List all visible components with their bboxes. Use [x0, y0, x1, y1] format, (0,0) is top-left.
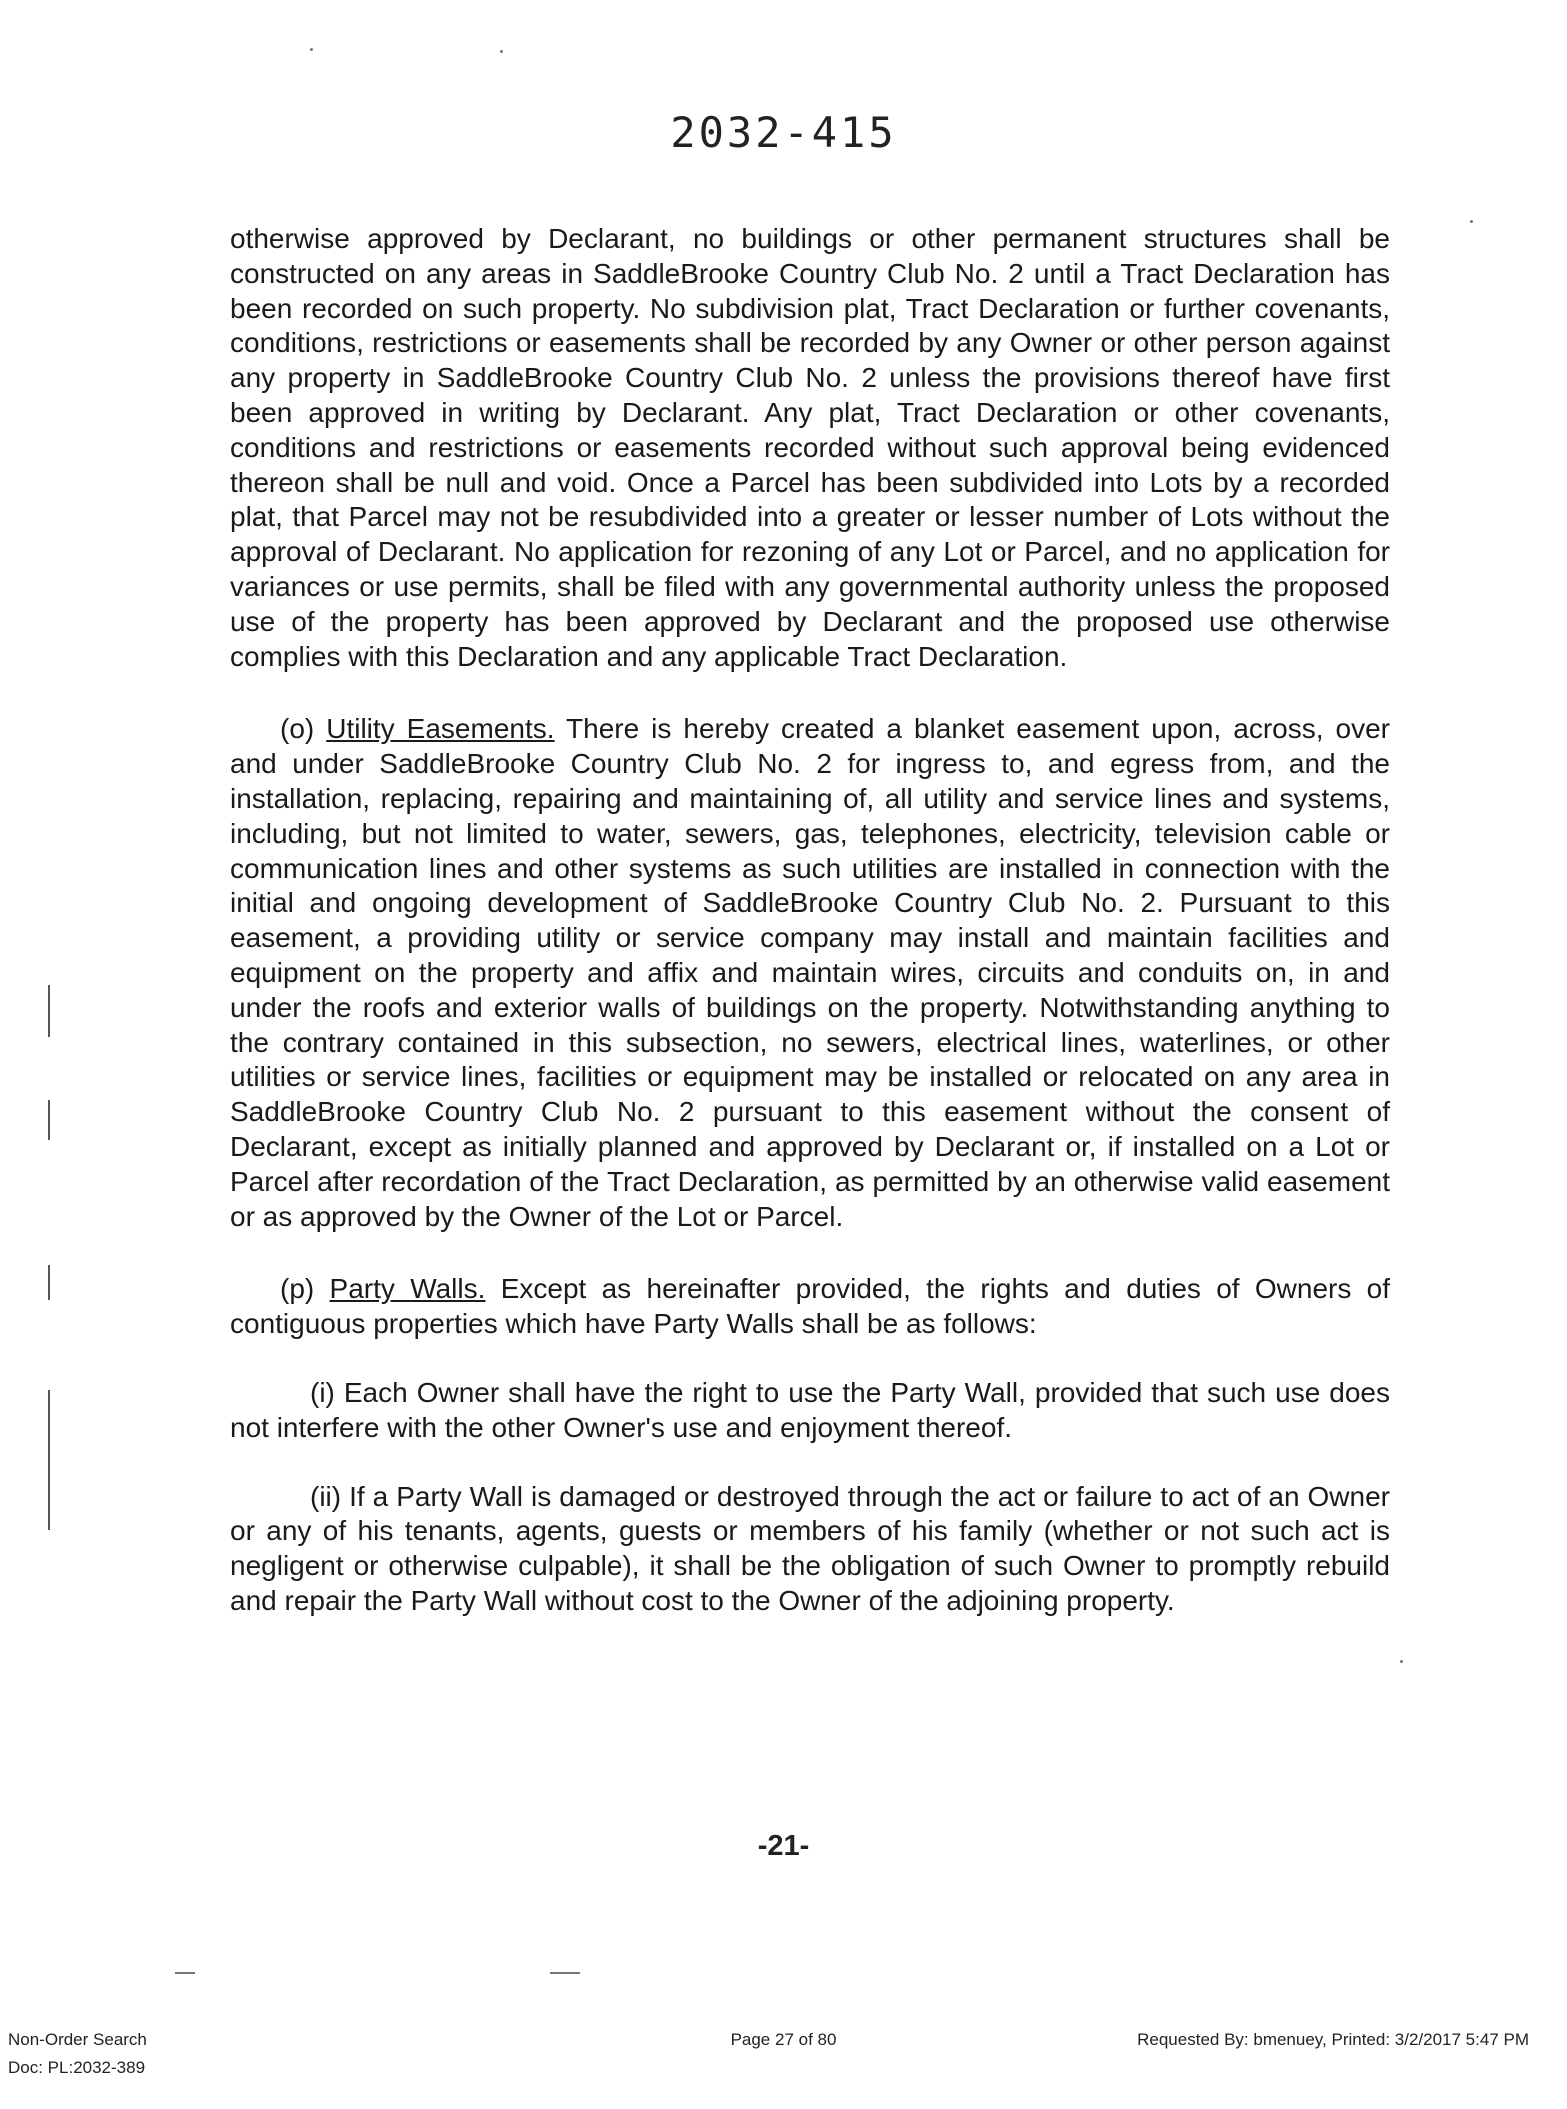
document-header-number: 2032-415 — [670, 108, 897, 157]
document-body — [230, 222, 1390, 1619]
footer-search-type: Non-Order Search — [8, 2030, 147, 2049]
scan-speck — [175, 1972, 195, 1974]
paragraph-party-wall-damage: (ii) If a Party Wall is damaged or destroyed through the act or failure to act of an Owner or any of his tenants, agents, guests or members of his family (whether or not such act is negligent or otherwise culpable), it shall be the obligation of such Owner to promptly rebuild and repair the Party Wall without cost to the Owner of the adjoining property. — [230, 1480, 1390, 1616]
footer-doc-id: Doc: PL:2032-389 — [8, 2058, 146, 2077]
section-label-p: (p) — [280, 1273, 315, 1305]
scan-speck — [550, 1972, 580, 1974]
paragraph-party-walls — [230, 1272, 1390, 1342]
footer-requested-by: Requested By: bmenuey, Printed: 3/2/2017 5:47 PM — [1137, 2030, 1529, 2049]
margin-bar-mark — [48, 1390, 50, 1530]
scan-speck — [1400, 1660, 1403, 1663]
section-label-o: (o) — [280, 713, 315, 745]
scan-speck — [310, 48, 313, 51]
section-heading-utility-easements: Utility Easements. — [326, 713, 555, 745]
section-text-utility-easements: There is hereby created a blanket easement upon, across, over and under SaddleBrooke Country Club No. 2 for ingress to, and egress from, and the installation, replacing, repairing and maintaining of, all utility and service lines and systems, including, but not limited to water, sewers, gas, telephones, electricity, television cable or communication lines and other systems as such utilities are installed in connection with the initial and ongoing development of SaddleBrooke Country Club No. 2. Pursuant to this easement, a providing utility or service company may install and maintain facilities and equipment on the property and affix and maintain wires, circuits and conduits on, in and under the roofs and exterior walls of buildings on the property. Notwithstanding anything to the contrary contained in this subsection, no sewers, electrical lines, waterlines, or other utilities or service lines, facilities or equipment may be installed or relocated on any area in SaddleBrooke Country Club No. 2 pursuant to this easement without the consent of Declarant, except as initially planned and approved by Declarant or, if installed on a Lot or Parcel after recordation of the Tract Declaration, as permitted by an otherwise valid easement or as approved by the Owner of the Lot or Parcel. — [230, 713, 1390, 1232]
paragraph-party-wall-use: (i) Each Owner shall have the right to use the Party Wall, provided that such use does not interfere with the other Owner's use and enjoyment thereof. — [230, 1376, 1390, 1443]
paragraph-declarant-approval: otherwise approved by Declarant, no buildings or other permanent structures shall be constructed on any areas in SaddleBrooke Country Club No. 2 until a Tract Declaration has been recorded on such property. No subdivision plat, Tract Declaration or further covenants, conditions, restrictions or easements shall be recorded by any Owner or other person against any property in SaddleBrooke Country Club No. 2 unless the provisions thereof have first been approved in writing by Declarant. Any plat, Tract Declaration or other covenants, conditions and restrictions or easements recorded without such approval being evidenced thereon shall be null and void. Once a Parcel has been subdivided into Lots by a recorded plat, that Parcel may not be resubdivided into a greater or lesser number of Lots without the approval of Declarant. No application for rezoning of any Lot or Parcel, and no application for variances or use permits, shall be filed with any governmental authority unless the proposed use of the property has been approved by Declarant and the proposed use otherwise complies with this Declaration and any applicable Tract Declaration. — [230, 223, 1390, 672]
scan-speck — [500, 50, 503, 53]
section-heading-party-walls: Party Walls. — [329, 1273, 486, 1305]
margin-bar-mark — [48, 1265, 50, 1300]
footer-page-count: Page 27 of 80 — [730, 2030, 837, 2049]
scan-speck — [1470, 220, 1473, 223]
section-text-party-walls: Except as hereinafter provided, the rights and duties of Owners of contiguous properties which have Party Walls shall be as follows: — [230, 1273, 1391, 1340]
paragraph-utility-easements — [230, 712, 1390, 1234]
margin-bar-mark — [48, 1100, 50, 1140]
page-number: -21- — [757, 1830, 810, 1862]
margin-bar-mark — [48, 985, 50, 1037]
